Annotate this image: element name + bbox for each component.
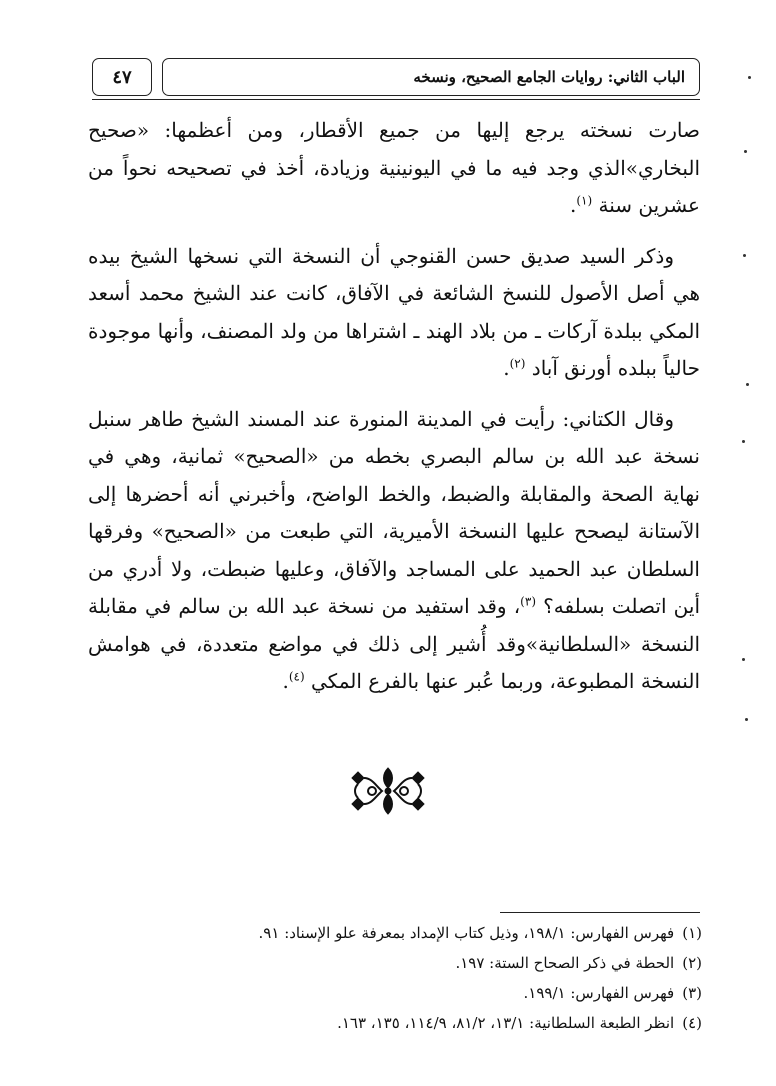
paragraph-3-end: . — [282, 669, 289, 693]
footnote-1-text: فهرس الفهارس: ١٩٨/١، وذيل كتاب الإمداد بمعرفة علو الإسناد: ٩١. — [258, 924, 675, 942]
scan-speck — [748, 76, 751, 79]
page-number: ٤٧ — [112, 66, 132, 88]
footnote-2 — [150, 948, 702, 978]
paragraph-2-text: وذكر السيد صديق حسن القنوجي أن النسخة التي نسخها الشيخ بيده هي أصل الأصول للنسخ الشائعة في الآفاق، كانت عند الشيخ محمد أسعد المكي ببلدة آركات ـ من بلاد الهند ـ اشتراها من ولد المصنف، وأنها موجودة حالياً ببلده أورنق آباد — [88, 243, 700, 380]
footnote-ref-3: (٣) — [520, 594, 536, 609]
footnote-ref-4: (٤) — [288, 669, 305, 684]
paragraph-3-text-after: ، وقد استفيد من نسخة عبد الله بن سالم في مقابلة النسخة «السلطانية»وقد أُشير إلى ذلك في مواضع متعددة، في هوامش النسخة المطبوعة، وربما عُبر عنها بالفرع المكي — [88, 594, 700, 693]
footnote-3-number: (٣) — [682, 984, 702, 1002]
paragraph-1 — [88, 112, 700, 225]
footnote-4-text: انظر الطبعة السلطانية: ١٣/١، ٨١/٢، ١١٤/٩، ١٣٥، ١٦٣. — [337, 1014, 675, 1032]
body-text — [88, 112, 700, 714]
footnote-4 — [150, 1008, 702, 1038]
footnote-2-number: (٢) — [682, 954, 702, 972]
paragraph-1-text: صارت نسخته يرجع إليها من جميع الأقطار، ومن أعظمها: «صحيح البخاري»الذي وجد فيه ما في اليونينية وزيادة، أخذ في تصحيحه نحواً من عشرين سنة — [88, 118, 700, 217]
paragraph-3 — [88, 401, 700, 701]
scan-speck — [744, 150, 747, 153]
paragraph-2 — [88, 238, 700, 388]
paragraph-3-text: وقال الكتاني: رأيت في المدينة المنورة عند المسند الشيخ طاهر سنبل نسخة عبد الله بن سالم البصري بخطه من «الصحيح» ثمانية، وهي في نهاية الصحة والمقابلة والضبط، والخط الواضح، وأخبرني أنه أحضرها إلى الآستانة ليصحح عليها النسخة الأميرية، التي طبعت من «الصحيح» وفرقها السلطان عبد الحميد على المساجد والآفاق، وعليها ضبطت، ولا أدري من أين اتصلت بسلفه؟ — [88, 406, 701, 618]
floral-ornament-icon — [338, 764, 438, 818]
footnote-4-number: (٤) — [682, 1014, 702, 1032]
chapter-title-box — [162, 58, 700, 96]
footnote-ref-1: (١) — [576, 193, 593, 208]
paragraph-2-end: . — [503, 356, 510, 380]
scan-speck — [742, 440, 745, 443]
footnote-3-text: فهرس الفهارس: ١٩٩/١. — [523, 984, 675, 1002]
footnote-3 — [150, 978, 702, 1008]
scan-speck — [742, 658, 745, 661]
header-rule — [92, 99, 700, 100]
footnotes — [150, 918, 702, 1038]
footnote-separator — [500, 912, 700, 913]
paragraph-1-end: . — [569, 193, 577, 217]
footnote-1-number: (١) — [682, 924, 702, 942]
footnote-ref-2: (٢) — [509, 356, 526, 371]
page-number-box — [92, 58, 152, 96]
footnote-2-text: الحطة في ذكر الصحاح الستة: ١٩٧. — [455, 954, 675, 972]
scan-speck — [745, 718, 748, 721]
footnote-1 — [150, 918, 702, 948]
scan-speck — [743, 254, 746, 257]
page-header — [92, 58, 700, 100]
scan-speck — [746, 383, 749, 386]
chapter-title: الباب الثاني: روايات الجامع الصحيح، ونسخه — [413, 68, 685, 86]
